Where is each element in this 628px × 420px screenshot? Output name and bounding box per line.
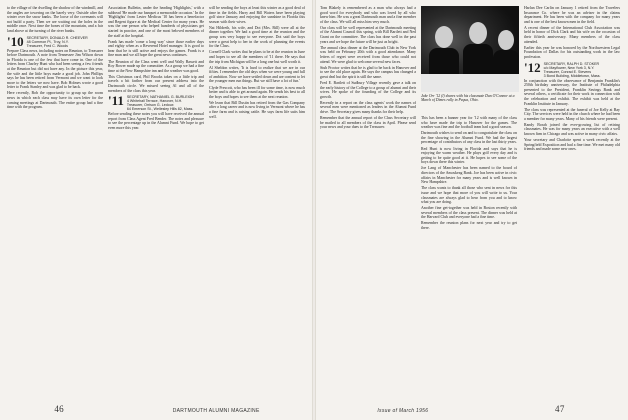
secretary-name: SECRETARY, RALPH D. STOKER xyxy=(543,61,600,66)
paragraph: We learn that Bill Dustin has retired from the Gas Company after a long career and is now living in Vermont where he has a fine farm and is raising cattle. He says farm life suits him well. xyxy=(209,100,305,119)
paragraph: The class was represented at the funeral of Joe Kelly at Bay City. The services were held in the church where he had been a member for many years. Many of his friends were present. xyxy=(524,107,620,121)
paragraph: Clyde Prescott, who has been ill for some time, is now much better and is able to get around again. He sends his best to all the boys and hopes to see them at the next reunion. xyxy=(209,85,305,99)
paragraph: The class wants to thank all those who sent in news for this issue and we hope that more of you will write to us. Your classmates are always glad to hear from you and to know what you are doing. xyxy=(421,186,517,205)
page-number: 46 xyxy=(54,404,64,414)
right-footer xyxy=(314,404,628,414)
paragraph: Your secretary and Charlotte spent a week recently at the Springfield Exposition and had a fine time. We met many old friends and made some new ones. xyxy=(524,138,620,152)
paragraph: Red Hunt is now living in Florida and says that he is enjoying the warm weather. He plays golf every day and is getting to be quite good at it. He hopes to see some of the boys down there this winter. xyxy=(421,146,517,165)
secretary-address: 4 Whitehall Terrace, Hanover, N.H. xyxy=(126,99,183,104)
paragraph: This Christmas card, Phil Brooks takes on a little trip and travels a bit farther from our present address into the Dartmouth circle. We missed seeing Al and all of the members of the class this year. xyxy=(108,74,204,93)
class-header-1911 xyxy=(108,95,204,111)
class-year: '10 xyxy=(7,33,24,49)
treasurer-address: 64 Emerson St., Wellesley Hills 82, Mass. xyxy=(126,107,194,112)
treasurer-name: Treasurer, Conrad E. Stevens xyxy=(543,69,592,74)
right-page xyxy=(314,0,628,420)
paragraph: Remember that the annual report of the Class Secretary will be mailed to all members of the class in April. Please send your news and your dues to the Treasurer. xyxy=(320,116,416,130)
paragraph: Another fine get-together was held in Boston recently with several members of the class present. The dinner was held at the Harvard Club and everyone had a fine time. xyxy=(421,206,517,220)
person-right-head xyxy=(498,30,514,50)
paragraph: Randy Borah joined the ever-growing list of retiring classmates. He was for many years an executive with a well known firm in Chicago and was active in many civic affairs. xyxy=(524,122,620,137)
paragraph: Before sending these notes you will have received the annual report from Class Agent Fred Bender. The notes and pleasure to see the percentage up in the Alumni Fund. We hope to get even more this year. xyxy=(108,112,204,130)
right-column-1 xyxy=(320,6,416,398)
table-surface xyxy=(421,74,519,92)
class-header-1912 xyxy=(524,59,620,78)
paragraph: In conjunction with the observance of Benjamin Franklin's 250th birthday anniversary, the Institute of Philadelphia presented to the President, Franklin Savings Bank and several others, a certificate for their work in connection with the celebration and exhibit. The exhibit was held at the Franklin Institute in January. xyxy=(524,78,620,106)
paragraph: Prepare Class news, including notes on Reunion, to Treasurer before Dartmouth. A note from Tennessee Jim Wilson down in Florida is one of the few that have come in. One of the letters from Charley Hunt who had been seeing a few friends at the Reunion but did not have any. In the picture this year, the wife and the little boys made a good job. John Phillips says he has been retired from Vermont and we want to look more to the letters we now have. Bob Holmes wrote a good letter to Frank Stanley and was glad to be back. xyxy=(7,48,103,90)
treasurer-address: 3 Bond Building, Middletown, Mass. xyxy=(543,73,601,78)
left-column-2 xyxy=(108,6,204,398)
paragraph: will be sending the boys at least this winter as a good deal of time in the fields. Harry and Bill Waters have been playing golf since January and enjoying the sunshine in Florida this season with their wives. xyxy=(209,6,305,24)
paragraph: Stub Proctor writes that he is glad to be back in Hanover and to see the old place again. He says the campus has changed a great deal but the spirit is still the same. xyxy=(320,65,416,79)
paragraph: Our class will be well represented at the Dartmouth meeting of the Alumni Council this spring, with Bill Bartlett and Ned Grant on the committee. The class has done well in the past years and we hope the future will be just as bright. xyxy=(320,25,416,44)
page-number: 47 xyxy=(555,404,565,414)
paragraph: Fred E. Bartlett of Sudbury Village recently gave a talk on the early history of the College to a group of alumni and their wives. He spoke of the founding of the College and its growth. xyxy=(320,80,416,99)
secretary-name: SECRETARY, DONALD R. CHEEVER xyxy=(26,35,88,40)
paragraph: Nat Hildreth, his wife, and Dot (Mrs. Bill) were all at the dinner together. We had a good time at the reunion and the group was very happy to see everyone. Dot said the boys were a great help to her in the work of planning the events for the Class. xyxy=(209,25,305,49)
photo-caption: Jake Orr '12 (l) shares with his classmate Dan O'Connor at a March of Dimes rally in Pequa, Ohio. xyxy=(421,94,515,103)
secretary-info xyxy=(27,36,88,48)
left-column-3 xyxy=(209,6,305,398)
class-year: '11 xyxy=(108,93,124,109)
left-column-1 xyxy=(7,6,103,398)
paragraph: Association Bulletin, under the heading 'Highlights,' with a subhead 'He made our banquet a memorable occasion.' In the 'Highlights' from Lester Medicus '10 has been a benefactor and Regent figure at the Medical Center for many years. He was the one person who helped hundreds of physicians get started in practice, and one of the most beloved members of the staff at the hospital. xyxy=(108,6,204,38)
paragraph: Remember the reunion plans for next year and try to get there. xyxy=(421,221,517,231)
secretary-info xyxy=(544,62,601,78)
class-photo xyxy=(421,6,519,92)
paragraph: Joe Lang of Manchester has been named to the board of directors of the Amoskeag Bank. Joe has been active in civic affairs in Manchester for many years and is well known in New Hampshire. xyxy=(421,166,517,185)
person-left-head xyxy=(435,26,453,48)
paragraph: Here recently, Bob the opportunity to group up the room news in which each class may have its own letter for the coming meetings at Dartmouth. The entire group had a fine time with the program. xyxy=(7,91,103,110)
issue-label: Issue of March 1956 xyxy=(377,408,429,414)
paragraph: The Reunion of the Class went well and Wally Bassett and Roy Bower made up the committee. As a group we had a fine time at the New Hampshire inn and the weather was good. xyxy=(108,59,204,73)
treasurer-name: Treasurer, Fred C. Woods xyxy=(26,43,68,48)
left-footer xyxy=(0,404,314,414)
secretary-name: SECRETARY, NATHANIEL G. BURLEIGH xyxy=(126,95,195,100)
person-center-head xyxy=(469,22,487,44)
right-column-2 xyxy=(421,116,517,398)
paragraph: Dartmouth wishes to send on and to congratulate the class on the fine showing in the Alumni Fund. We had the largest percentage of contributors of any class in the last thirty years. xyxy=(421,131,517,145)
paragraph: Frank has made 'come a long way' since those earlier days and eighty when as a Reverend Hotel manager. It is good to hear that he is still active and enjoys the games. Frank is a fine man and we all hope the great news continues. xyxy=(108,39,204,58)
right-column-3 xyxy=(524,6,620,398)
paragraph: Harlan Dee Carlin on January 1 retired from the Travelers Insurance Co. where he was an adviser in the claims department. He has been with the company for many years and is one of the best known men in the field. xyxy=(524,6,620,24)
secretary-info xyxy=(127,95,194,111)
class-year: '12 xyxy=(524,59,541,75)
paragraph: Tom Blakely is remembered as a man who always had a good word for everybody and who was loved by all who knew him. He was a great Dartmouth man and a fine member of the class. We will all miss him very much. xyxy=(320,6,416,24)
paragraph: Earlier this year he was honored by the Northwestern Legal Foundation of Dallas for his outstanding work in the law profession. xyxy=(524,45,620,59)
paragraph: Recently in a report on the class agents' work the names of several men were mentioned as leaders in the Alumni Fund drive. The Secretary gives many thanks for their help. xyxy=(320,100,416,114)
class-header-1910 xyxy=(7,33,103,49)
paragraph: A recent dinner of the International Club Association was held in honor of Dick Clark and his wife on the occasion of their fiftieth anniversary. Many members of the class attended. xyxy=(524,25,620,44)
magazine-title: DARTMOUTH ALUMNI MAGAZINE xyxy=(172,408,260,414)
paragraph: Al Sheldon writes, 'It is hard to realize that we are in our fifties. I remember the old days when we were young and full of ambition. Now we have settled down and are content to let the younger men run things. But we still have a lot of fun.' xyxy=(209,65,305,84)
paragraph: Cornell Clark writes that he plans to be at the reunion in June and hopes to see all the members of '11 there. He says that the trip from Michigan will be a long one but well worth it. xyxy=(209,50,305,64)
treasurer-name: Treasurer, Orrison G. Ledoux xyxy=(126,103,174,108)
secretary-address: c/o Mayflower, New York 3, N.Y. xyxy=(543,65,595,70)
secretary-address: 48 Common Pl., Troy, N.Y. xyxy=(26,39,69,44)
paragraph: This has been a banner year for '12 with many of the class who have made the trip to Hanover for the games. The weather was fine and the football team had a good season. xyxy=(421,116,517,130)
paragraph: The annual class dinner at the Dartmouth Club in New York was held on February 20th with a good attendance. Many letters of regret were received from those who could not attend. We were glad to welcome several new faces. xyxy=(320,45,416,64)
paragraph: to the village of the dwelling the shadow of the windmill, and the angles are towering on the barely very. Outside after the winter over the snow banks. The loose of the covenants will not build a party. Then we are waiting out the holes in the middle once. Next time the bones of the mountain, and a fair land above at the turning of the river banks. xyxy=(7,6,103,33)
